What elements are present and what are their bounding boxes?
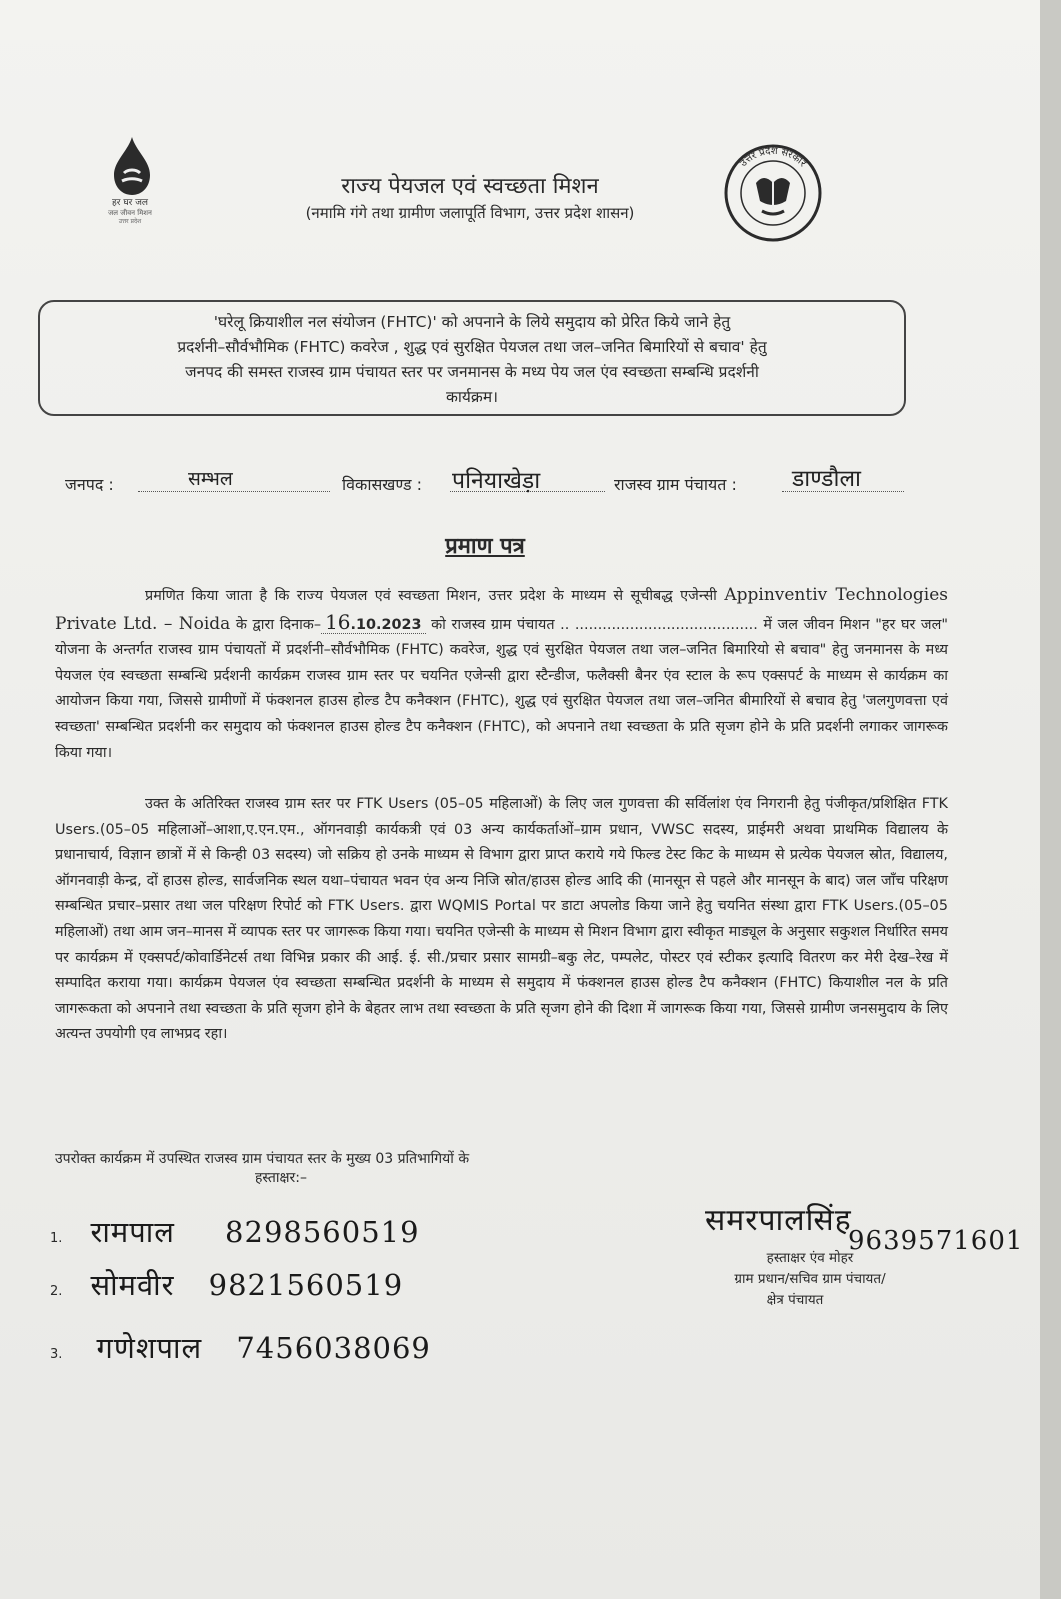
program-line-4: कार्यक्रम।	[446, 388, 498, 406]
district-label: जनपद :	[65, 475, 114, 494]
participants-intro-line-2: हस्ताक्षर:–	[255, 1170, 307, 1186]
authority-signature-name: समरपालसिंह	[705, 1203, 852, 1238]
panchayat-value: डाण्डौला	[792, 466, 862, 492]
program-line-2: प्रदर्शनी–सौर्वभौमिक (FHTC) कवरेज , शुद्ध एवं सुरक्षित पेयजल तथा जल–जनित बिमारियों से बचाव' हेतु	[177, 338, 767, 356]
date-handwritten: 16	[325, 609, 351, 634]
participant-row-3	[50, 1328, 431, 1367]
svg-text:उत्तर प्रदेश सरकार	[738, 145, 808, 170]
participant-number: 2.	[50, 1284, 63, 1299]
participant-phone: 7456038069	[236, 1331, 431, 1365]
district-field-line	[138, 473, 330, 492]
program-description-box	[38, 300, 906, 416]
authority-line-3: क्षेत्र पंचायत	[766, 1292, 824, 1308]
p1-date-label: के द्वारा दिनाक–	[235, 616, 322, 633]
participants-intro	[55, 1150, 655, 1188]
logo-text-3: उत्तर प्रदेश	[118, 218, 142, 225]
participant-number: 1.	[50, 1231, 63, 1246]
participant-phone: 8298560519	[225, 1215, 420, 1249]
participant-number: 3.	[50, 1347, 63, 1362]
block-value: पनियाखेड़ा	[452, 468, 541, 494]
district-value: सम्भल	[188, 468, 233, 490]
program-line-3: जनपद की समस्त राजस्व ग्राम पंचायत स्तर पर जनमानस के मध्य पेय जल एंव स्वच्छता सम्बन्धि प्रदर्शनी	[185, 363, 759, 381]
participant-phone: 9821560519	[208, 1268, 404, 1302]
participant-name: सोमवीर	[90, 1268, 175, 1302]
authority-phone-number: 9639571601	[848, 1226, 1024, 1256]
participant-row-2	[50, 1265, 403, 1304]
authority-signature	[705, 1198, 852, 1239]
header-subtitle: (नमामि गंगे तथा ग्रामीण जलापूर्ति विभाग, उत्तर प्रदेश शासन)	[305, 204, 635, 222]
p2-body: उक्त के अतिरिक्त राजस्व ग्राम स्तर पर FTK Users (05–05 महिलाओं) के लिए जल गुणवत्ता की सर्विलांश एंव निगरानी हेतु पंजीकृत/प्रशिक्षित FTK Users.(05–05 महिलाओं–आशा,ए.एन.एम., ऑगनवाड़ी कार्यकत्री एवं 03 अन्य कार्यकर्ताओं–ग्राम प्रधान, VWSC सदस्य, प्राईमरी अथवा प्राथमिक विद्यालय के प्रधानाचार्य, विज्ञान छात्रों में से किन्ही 03 सदस्य) जो सक्रिय हो उनके माध्यम से विभाग द्वारा प्राप्त कराये गये फिल्ड टेस्ट किट के माध्यम से प्रत्येक पेयजल स्रोत, विद्यालय, ऑगनवाड़ी केन्द्र, दों हाउस होल्ड, सार्वजनिक स्थल यथा–पंचायत भवन एंव अन्य निजि स्रोत/हाउस होल्ड आदि की (मानसून से पहले और मानसून के बाद) जल जाँच परिक्षण सम्बन्धित प्रचार–प्रसार तथा जल परिक्षण रिपोर्ट को FTK Users. द्वारा WQMIS Portal पर डाटा अपलोड किया जाने हेतु चयनित संस्था द्वारा FTK Users.(05–05 महिलाओं) तथा आम जन–मानस में व्यापक स्तर पर जागरूक किया गया। चयनित एजेन्सी के माध्यम से मिशन विभाग द्वारा स्वीकृत माड्यूल के अनुसार सकुशल निर्धारित समय पर कार्यक्रम में एक्सपर्ट/कोवार्डिनेटर्स तथा विभिन्न प्रकार की आई. ई. सी./प्रचार प्रसार सामग्री–बकु लेट, पम्पलेट, पोस्टर एवं स्टीकर इत्यादि वितरण कर मेरी देख–रेख में सम्पादित कराया गया। कार्यक्रम पेयजल एंव स्वच्छता सम्बन्धित प्रदर्शनी के माध्यम से समुदाय में फंक्शनल हाउस होल्ड टैप कनैक्शन (FHTC) कियाशील नल के प्रति जागरूकता को अपनाने तथा स्वच्छता के प्रति सृजग होने के बेहतर लाभ तथा स्वच्छता के प्रति सृजग होने की दिशा में जागरूक किया गया, जिससे ग्रामीण जनसमुदाय के लिए अत्यन्त उपयोगी एव लाभप्रद रहा।	[55, 796, 949, 1043]
agency-name: Appinventiv Technologies Private Ltd. – Noida	[55, 585, 949, 634]
panchayat-label: राजस्व ग्राम पंचायत :	[614, 475, 737, 494]
certificate-title: प्रमाण पत्र	[445, 534, 525, 559]
p1-body: ........................................ में जल जीवन मिशन "हर घर जल" योजना के अन्तर्गत राजस्व ग्राम पंचायतों में प्रदर्शनी–सौर्वभौमिक (FHTC) कवरेज, शुद्ध एवं सुरक्षित पेयजल तथा जल–जनित बिमारियो से बचाव" हेतु जनमानस के मध्य पेयजल एंव स्वच्छता सम्बन्धि प्रर्दशनी कार्यक्रम राजस्व ग्राम स्तर पर चयनित एजेन्सी द्वारा स्टैन्डीज, फलैक्सी बैनर एंव स्टाल के रूप एक्सपर्ट के माध्यम से कार्यक्रम का आयोजन किया गया, जिससे ग्रामीणों में फंक्शनल हाउस होल्ड टैप कनैक्शन (FHTC), शुद्ध एवं सुरक्षित पेयजल तथा जल–जनित बीमारियों से बचाव हेतु 'जलगुणवत्ता एवं स्वच्छता' सम्बन्धित प्रदर्शनी कर समुदाय को फंक्शनल हाउस होल्ड टैप कनैक्शन (FHTC), को अपनाने तथा स्वच्छता के प्रति सृजग होने के प्रति प्रदर्शनी लगाकर जागरूक किया गया।	[55, 616, 948, 761]
authority-designation	[660, 1248, 960, 1311]
participants-intro-line-1: उपरोक्त कार्यक्रम में उपस्थित राजस्व ग्राम पंचायत स्तर के मुख्य 03 प्रतिभागियों के	[55, 1151, 470, 1167]
program-line-1: 'घरेलू क्रियाशील नल संयोजन (FHTC)' को अपनाने के लिये समुदाय को प्रेरित किये जाने हेतु	[213, 313, 731, 331]
date-printed: .10.2023	[350, 616, 422, 633]
p1-panchayat-label: को राजस्व ग्राम पंचायत ..	[431, 616, 570, 633]
logo-text-1: हर घर जल	[112, 198, 148, 208]
page-edge	[1040, 0, 1061, 1599]
authority-line-2: ग्राम प्रधान/सचिव ग्राम पंचायत/	[734, 1271, 886, 1287]
block-label: विकासखण्ड :	[342, 475, 423, 494]
participant-name: रामपाल	[90, 1215, 175, 1249]
authority-line-1: हस्ताक्षर एंव मोहर	[766, 1250, 854, 1266]
up-government-seal	[718, 143, 828, 243]
seal-text: उत्तर प्रदेश सरकार	[738, 145, 808, 170]
header-title: राज्य पेयजल एवं स्वच्छता मिशन	[341, 174, 599, 199]
participant-name: गणेशपाल	[96, 1331, 203, 1365]
p1-intro: प्रमणित किया जाता है कि राज्य पेयजल एवं स्वच्छता मिशन, उत्तर प्रदेश के माध्यम से सूचीबद्ध एजेन्सी	[145, 588, 717, 604]
certificate-paragraph-2	[55, 792, 948, 1048]
certificate-paragraph-1	[55, 583, 948, 766]
logo-text-2: जल जीवन मिशन	[108, 209, 152, 217]
participant-row-1	[50, 1212, 420, 1251]
